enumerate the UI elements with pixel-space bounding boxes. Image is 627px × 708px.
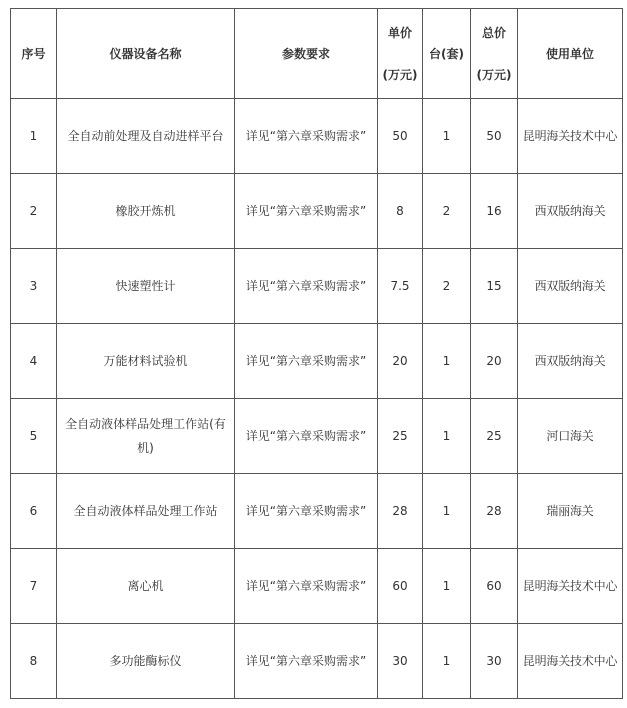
header-spec: 参数要求: [235, 9, 378, 99]
cell-unit-price: 8: [378, 174, 423, 249]
cell-qty: 2: [423, 249, 471, 324]
cell-unit-price: 28: [378, 474, 423, 549]
header-qty: 台(套): [423, 9, 471, 99]
cell-user: 瑞丽海关: [518, 474, 623, 549]
cell-total: 60: [471, 549, 518, 624]
cell-spec: 详见“第六章采购需求”: [235, 174, 378, 249]
header-total-line1: 总价: [481, 25, 506, 40]
cell-unit-price: 60: [378, 549, 423, 624]
cell-qty: 2: [423, 174, 471, 249]
table-header-row: [11, 9, 623, 99]
cell-name: 万能材料试验机: [57, 324, 235, 399]
header-name: 仪器设备名称: [57, 9, 235, 99]
equipment-table: [10, 8, 623, 699]
cell-total: 50: [471, 99, 518, 174]
cell-index: 3: [11, 249, 57, 324]
cell-unit-price: 20: [378, 324, 423, 399]
cell-qty: 1: [423, 324, 471, 399]
cell-unit-price: 7.5: [378, 249, 423, 324]
cell-qty: 1: [423, 624, 471, 699]
cell-index: 5: [11, 399, 57, 474]
cell-index: 8: [11, 624, 57, 699]
cell-name: 全自动液体样品处理工作站(有机): [57, 399, 235, 474]
cell-qty: 1: [423, 99, 471, 174]
cell-spec: 详见“第六章采购需求”: [235, 399, 378, 474]
cell-qty: 1: [423, 399, 471, 474]
cell-user: 昆明海关技术中心: [518, 549, 623, 624]
cell-spec: 详见“第六章采购需求”: [235, 99, 378, 174]
header-index: 序号: [11, 9, 57, 99]
header-unit-price-line1: 单价: [387, 25, 412, 40]
cell-unit-price: 50: [378, 99, 423, 174]
cell-index: 7: [11, 549, 57, 624]
cell-name: 快速塑性计: [57, 249, 235, 324]
cell-index: 1: [11, 99, 57, 174]
cell-spec: 详见“第六章采购需求”: [235, 624, 378, 699]
cell-index: 6: [11, 474, 57, 549]
table-row: [11, 624, 623, 699]
cell-name: 橡胶开炼机: [57, 174, 235, 249]
header-total-line2: (万元): [476, 67, 512, 82]
table-row: [11, 474, 623, 549]
table-body: [11, 99, 623, 699]
table-row: [11, 549, 623, 624]
cell-name: 全自动前处理及自动进样平台: [57, 99, 235, 174]
table-row: [11, 174, 623, 249]
cell-spec: 详见“第六章采购需求”: [235, 249, 378, 324]
cell-user: 河口海关: [518, 399, 623, 474]
cell-total: 28: [471, 474, 518, 549]
cell-total: 30: [471, 624, 518, 699]
cell-user: 西双版纳海关: [518, 324, 623, 399]
cell-spec: 详见“第六章采购需求”: [235, 324, 378, 399]
cell-index: 4: [11, 324, 57, 399]
cell-name: 离心机: [57, 549, 235, 624]
cell-index: 2: [11, 174, 57, 249]
cell-total: 16: [471, 174, 518, 249]
cell-total: 20: [471, 324, 518, 399]
cell-unit-price: 30: [378, 624, 423, 699]
header-total: [471, 9, 518, 99]
cell-user: 西双版纳海关: [518, 249, 623, 324]
cell-user: 昆明海关技术中心: [518, 624, 623, 699]
cell-user: 昆明海关技术中心: [518, 99, 623, 174]
header-user: 使用单位: [518, 9, 623, 99]
cell-name: 全自动液体样品处理工作站: [57, 474, 235, 549]
cell-qty: 1: [423, 474, 471, 549]
cell-qty: 1: [423, 549, 471, 624]
cell-name: 多功能酶标仪: [57, 624, 235, 699]
cell-spec: 详见“第六章采购需求”: [235, 549, 378, 624]
cell-unit-price: 25: [378, 399, 423, 474]
table-row: [11, 399, 623, 474]
cell-total: 25: [471, 399, 518, 474]
cell-spec: 详见“第六章采购需求”: [235, 474, 378, 549]
header-unit-price: [378, 9, 423, 99]
table-row: [11, 99, 623, 174]
header-unit-price-line2: (万元): [382, 67, 418, 82]
table-row: [11, 324, 623, 399]
cell-total: 15: [471, 249, 518, 324]
cell-user: 西双版纳海关: [518, 174, 623, 249]
table-row: [11, 249, 623, 324]
